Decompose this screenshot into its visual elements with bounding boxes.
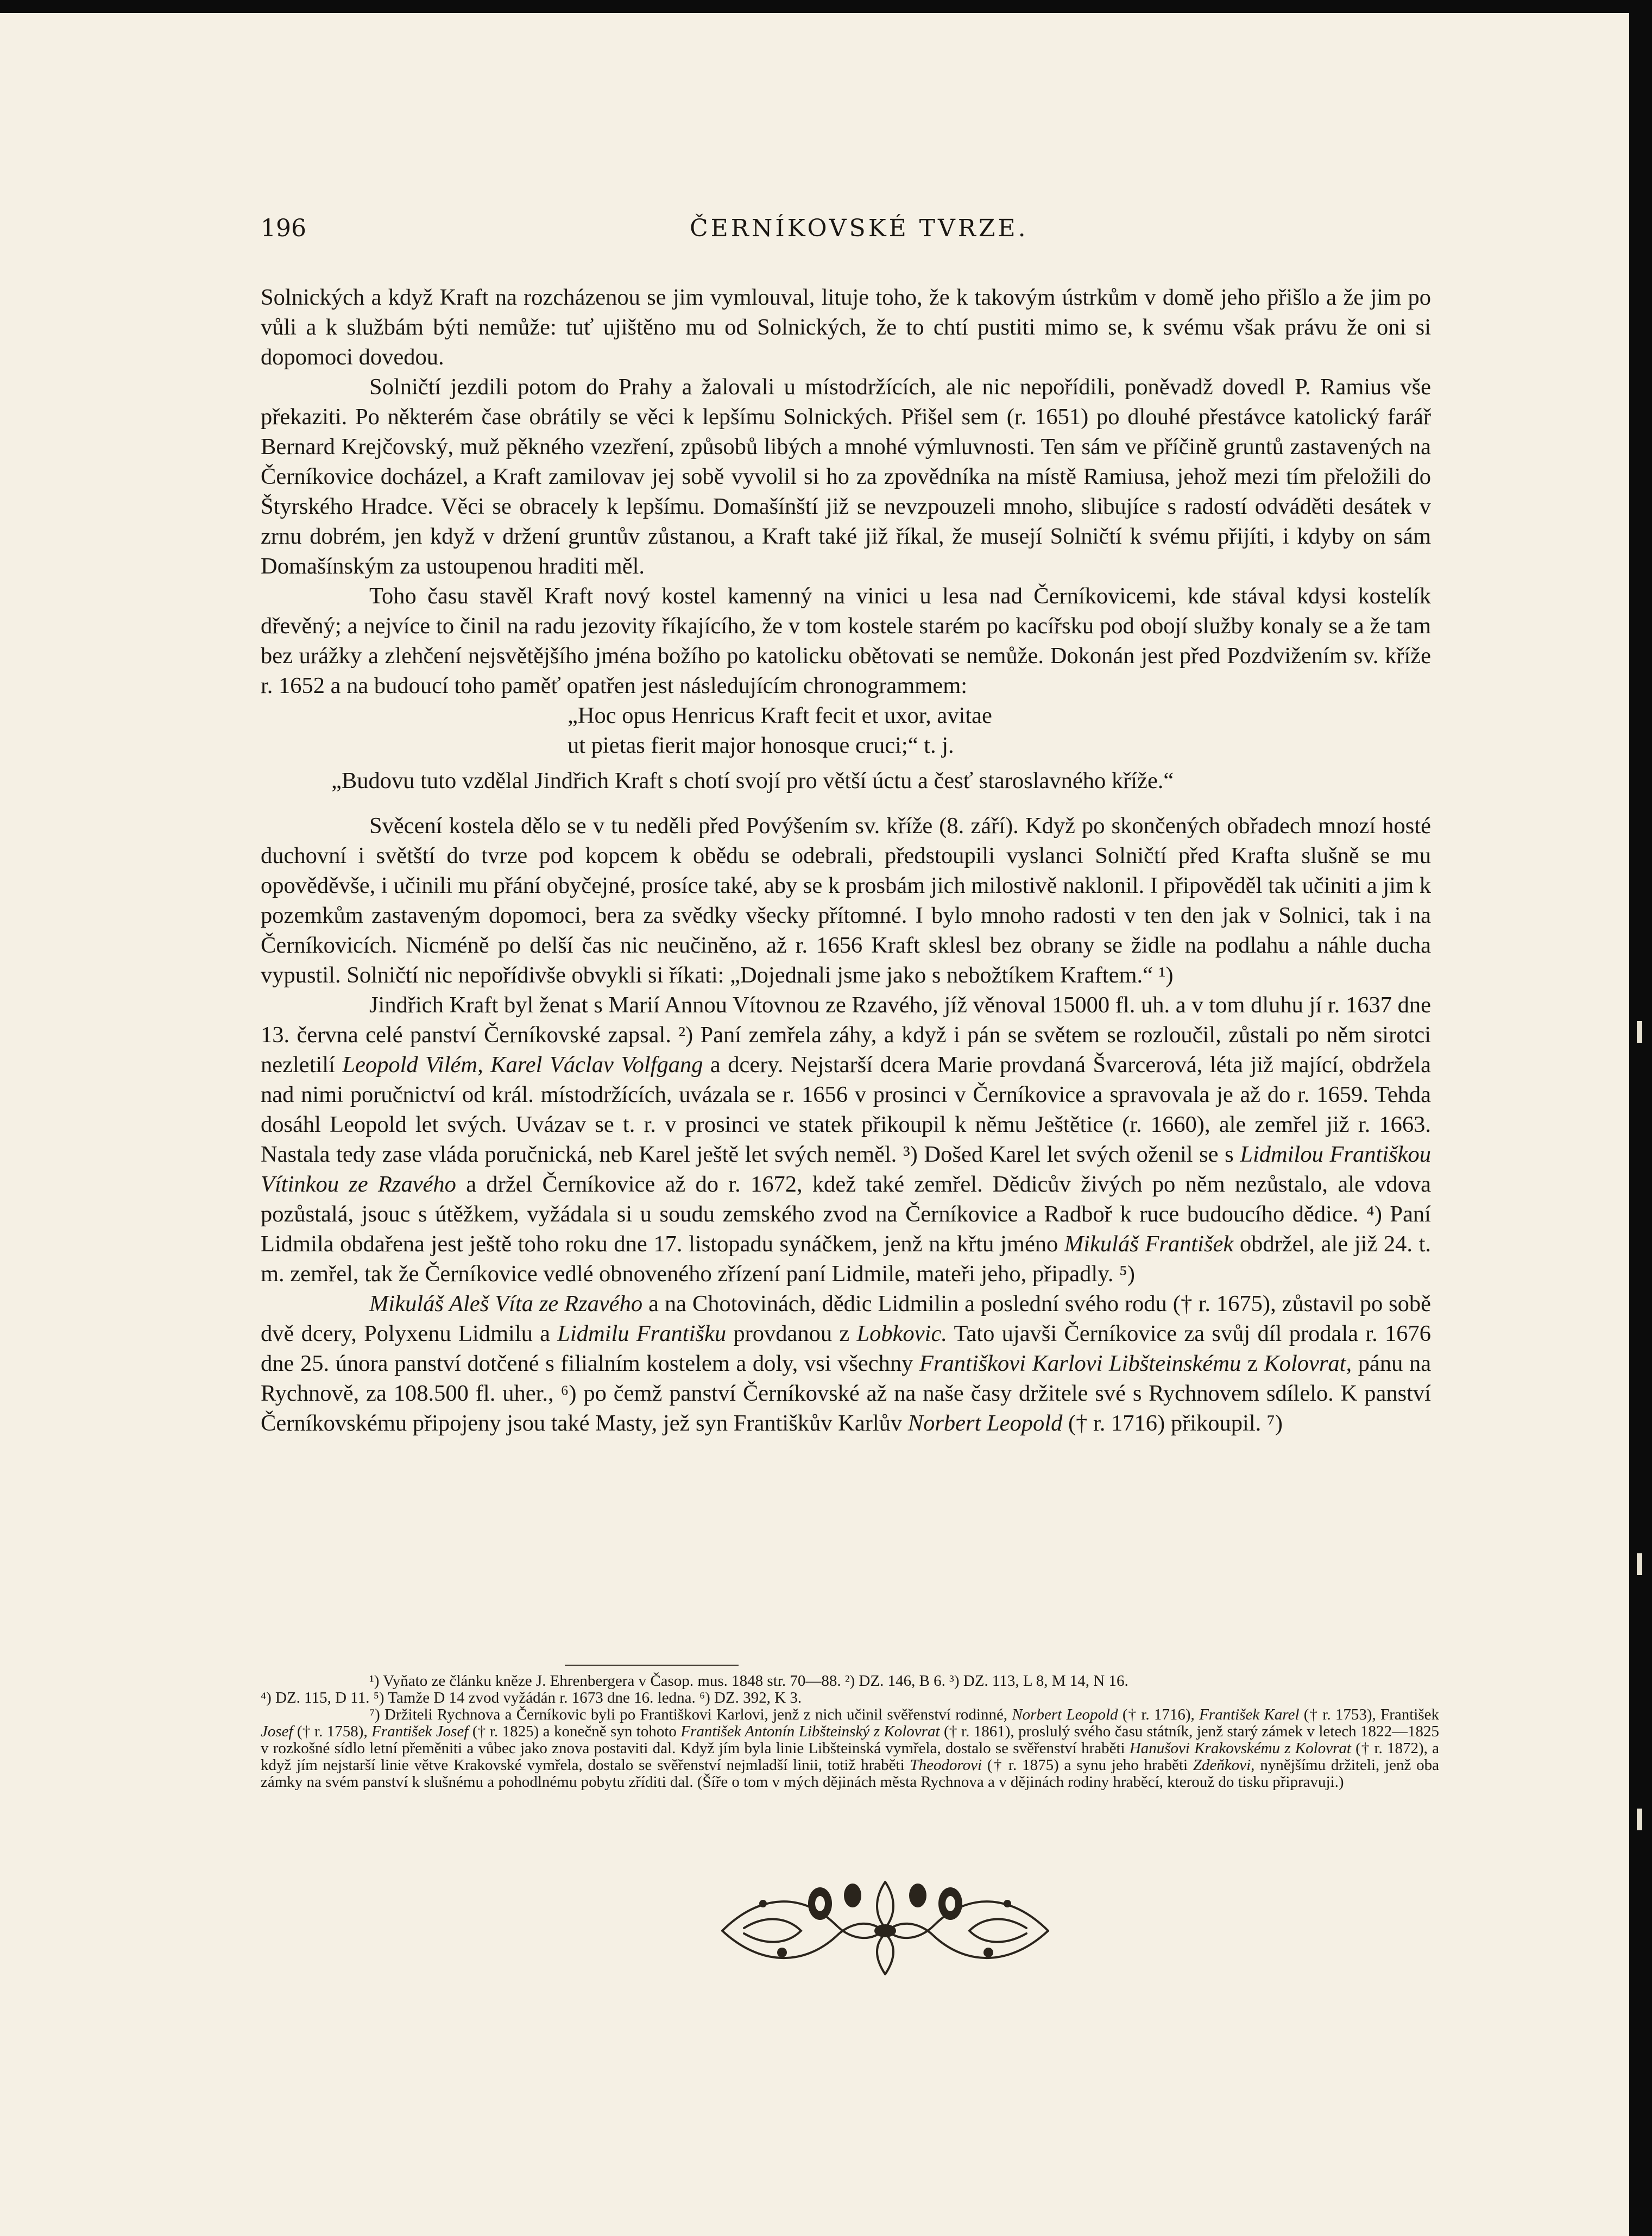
footnote-name-italic: František Karel xyxy=(1199,1706,1300,1723)
footnote-text: nynějšímu držiteli, jenž oba zámky na svém panství k slušnému a pohodlnému pobytu zříditi dal. (Šíře o tom v mých dějinách města Rychnova a v dějinách rodiny hraběcí, kterouž do tisku připravuji.) xyxy=(261,1756,1440,1791)
paragraph-3: Toho času stavěl Kraft nový kostel kamenný na vinici u lesa nad Černíkovicemi, kde stával kdysi kostelík dřevěný; a nejvíce to činil na radu jezovity říkajícího, že v tom kostele starém po kacířsku pod obojí služby konaly se a že tam bez urážky a zlehčení nejsvětějšího jména božího po katolicku obětovati se nemůže. Dokonán jest před Pozdvižením sv. kříže r. 1652 a na budoucí toho paměť opatřen jest následujícím chronogrammem: xyxy=(261,583,1431,698)
paragraph-2: Solničtí jezdili potom do Prahy a žalovali u místodržících, ale nic nepořídili, poněvadž dovedl P. Ramius vše překaziti. Po některém čase obrátily se věci k lepšímu Solnických. Přišel sem (r. 1651) po dlouhé přestávce katolický farář Bernard Krejčovský, muž pěkného vzezření, způsobů libých a mnohé výmluvnosti. Ten sám ve příčině gruntů zastavených na Černíkovice docházel, a Kraft zamilovav jej sobě vyvolil si ho za zpovědníka na místě Ramiusa, jehož mezi tím přeložili do Štyrského Hradce. Věci se obracely k lepšímu. Domašínští již se nevzpouzeli mnoho, slibujíce s radostí odváděti desátek v zrnu dobrém, jen když v držení gruntův zůstanou, a Kraft také již říkal, že musejí Solničtí k svému přijíti, i kdyby on sám Domašínským za ustoupenou hraditi měl. xyxy=(261,374,1431,579)
footnote-text: († r. 1875) a synu jeho hraběti xyxy=(987,1756,1188,1774)
paragraph-5-text-b: a dcery. Nejstarší dcera Marie provdaná Švarcerová, léta již mající, obdržela nad nimi poručnictví od král. místodržících, uvázala se r. 1656 v prosinci v Černíkovice a spravovala je až do r. 1659. Tehda dosáhl Leopold let svých. Uvázav se t. r. v prosinci ve statek přikoupil k němu Ještětice (r. 1660), ale zemřel již r. 1663. Nastala tedy zase vláda poručnická, neb Karel ještě let svých neměl. ³) Došed Karel let svých oženil se s xyxy=(261,1052,1432,1167)
paragraph-5 xyxy=(261,990,1431,1289)
footnote-name-italic: Norbert Leopold xyxy=(1012,1706,1118,1723)
paragraph-5-text-c: a držel Černíkovice až do r. 1672, kdež také zemřel. Dědicův živých po něm nezůstalo, ale vdova pozůstalá, jsouc s útěžkem, vyžádala si u soudu zemského zvod na Černíkovice a Radboř k ruce budoucího dědice. ⁴) Paní Lidmila obdařena jest ještě toho roku dne 17. listopadu synáčkem, jenž na křtu jméno xyxy=(261,1171,1431,1257)
footnote-text: († r. 1753), František xyxy=(1303,1706,1439,1723)
name-italic: Lobkovic. xyxy=(856,1321,947,1346)
footnote-name-italic: Hanušovi Krakovskému z Kolovrat xyxy=(1129,1740,1351,1757)
name-italic: Leopold Vilém, Karel Václav Volfgang xyxy=(342,1052,703,1078)
name-italic: Kolovrat, xyxy=(1264,1351,1352,1376)
paragraph-5-text-d: obdržel, ale již 24. t. m. zemřel, tak že Černíkovice vedlé obnoveného zřízení paní Lidmile, mateři jeho, připadly. ⁵) xyxy=(261,1231,1432,1287)
name-italic: Norbert Leopold xyxy=(907,1410,1063,1436)
paragraph-5-text-a: Jindřich Kraft byl ženat s Marií Annou Vítovnou ze Rzavého, jíž věnoval 15000 fl. uh. a v tom dluhu jí r. 1637 dne 13. června celé panství Černíkovské zapsal. ²) Paní zemřela záhy, a když i pán se světem se rozloučil, zůstali po něm sirotci nezletilí xyxy=(261,992,1431,1078)
chronogram-line-1: „Hoc opus Henricus Kraft fecit et uxor, avitae xyxy=(568,703,992,728)
chronogram-line-2: ut pietas fierit major honosque cruci;“ t. j. xyxy=(568,733,954,758)
chronogram-translation: „Budovu tuto vzdělal Jindřich Kraft s chotí svojí pro větší úctu a česť staroslavného kříže.“ xyxy=(331,768,1174,793)
paragraph-6-text-e: pánu na Rychnově, za 108.500 fl. uher., ⁶) po čemž panství Černíkovské až na naše časy držitele své s Rychnovem sdílelo. K panství Černíkovskému připojeny jsou také Masty, jež syn Františkův Karlův xyxy=(261,1351,1432,1436)
footnote-text: († r. 1758), xyxy=(297,1723,368,1740)
paragraph-6-text-a: a na Chotovinách, dědic Lidmilin a poslední svého rodu († r. 1675), zůstavil po sobě dvě dcery, Polyxenu Lidmilu a xyxy=(261,1291,1431,1346)
paragraph-1: Solnických a když Kraft na rozcházenou se jim vymlouval, lituje toho, že k takovým ústrkům v domě jeho přišlo a že jim po vůli a k službám býti nemůže: tuť ujištěno mu od Solnických, že to chtí pustiti mimo se, k svému však právu že oni si dopomoci dovedou. xyxy=(261,285,1431,370)
paragraph-6-text-c: Tato ujavši Černíkovice za svůj díl prodala r. 1676 dne 25. února panství dotčené s filialním kostelem a doly, vsi všechny xyxy=(261,1321,1432,1376)
footnote-7 xyxy=(261,1706,1439,1791)
footnote-name-italic: František Josef xyxy=(371,1723,469,1740)
running-title: ČERNÍKOVSKÉ TVRZE. xyxy=(690,215,1029,242)
name-italic: Františkovi Karlovi Libšteinskému xyxy=(919,1351,1241,1376)
footnote-line-1: ¹) Vyňato ze článku kněze J. Ehrenbergera v Časop. mus. 1848 str. 70—88. ²) DZ. 146, B 6. ³) DZ. 113, L 8, M 14, N 16. xyxy=(369,1672,1128,1690)
scan-right-border xyxy=(1629,0,1652,2236)
footnote-name-italic: Zdeňkovi, xyxy=(1193,1756,1255,1774)
footnote-name-italic: Josef xyxy=(261,1723,293,1740)
floral-vignette-icon xyxy=(711,1871,1059,1985)
paragraph-6-text-f: († r. 1716) přikoupil. ⁷) xyxy=(1068,1410,1283,1436)
paragraph-6 xyxy=(261,1289,1431,1438)
paragraph-6-text-d: z xyxy=(1247,1351,1258,1376)
name-italic: Lidmilu Františku xyxy=(557,1321,727,1346)
name-italic: Mikuláš František xyxy=(1064,1231,1234,1257)
paragraph-4: Svěcení kostela dělo se v tu neděli před Povýšením sv. kříže (8. září). Když po skončených obřadech mnozí hosté duchovní i světští do tvrze pod kopcem k obědu se odebrali, předstoupili vyslanci Solničtí před Krafta slušně se mu opověděvše, i učinili mu přání obyčejné, prosíce také, aby se k prosbám jich milostivě naklonil. I připověděl tak učiniti a jim k pozemkům zastaveným dopomoci, bera za svědky všecky přítomné. I bylo mnoho radosti v ten den jak v Solnici, tak i na Černíkovicích. Nicméně po delší čas nic neučiněno, až r. 1656 Kraft sklesl bez obrany se židle na podlahu a náhle ducha vypustil. Solničtí nic nepořídivše obvykli si říkati: „Dojednali jsme jako s nebožtíkem Kraftem.“ ¹) xyxy=(261,813,1431,988)
footnote-text: († r. 1872), a když jím nejstarší linie větve Krakovské vymřela, dostalo se svěřenství nejmladší linii, totiž hraběti xyxy=(261,1740,1440,1774)
name-italic: Mikuláš Aleš Víta ze Rzavého xyxy=(369,1291,643,1317)
paragraph-6-text-b: provdanou z xyxy=(733,1321,850,1346)
footnotes xyxy=(261,1673,1439,1791)
footnote-text: († r. 1861), proslulý svého času státník, jenž starý zámek v letech 1822—1825 v rozkošné sídlo letní přeměniti a vůbec jako znova postaviti dal. Když jím byla linie Libšteinská vymřela, dostalo se svěřenství hraběti xyxy=(261,1723,1440,1757)
scan-top-border xyxy=(0,0,1652,13)
footnote-line-2: ⁴) DZ. 115, D 11. ⁵) Tamže D 14 zvod vyžádán r. 1673 dne 16. ledna. ⁶) DZ. 392, K 3. xyxy=(261,1689,802,1706)
footnote-text: ⁷) Držiteli Rychnova a Černíkovic byli po Františkovi Karlovi, jenž z nich učinil svěřenství rodinné, xyxy=(369,1706,1008,1723)
footnote-name-italic: František Antonín Libšteinský z Kolovrat xyxy=(680,1723,940,1740)
main-text xyxy=(261,282,1431,1438)
page-header xyxy=(261,215,1352,247)
footnote-text: († r. 1716), xyxy=(1122,1706,1195,1723)
footnote-divider xyxy=(565,1665,739,1666)
footnote-text: († r. 1825) a konečně syn tohoto xyxy=(472,1723,677,1740)
name-italic: Lidmilou Františkou Vítinkou ze Rzavého xyxy=(261,1142,1431,1197)
footnote-name-italic: Theodorovi xyxy=(910,1756,982,1774)
page-number: 196 xyxy=(261,215,306,242)
